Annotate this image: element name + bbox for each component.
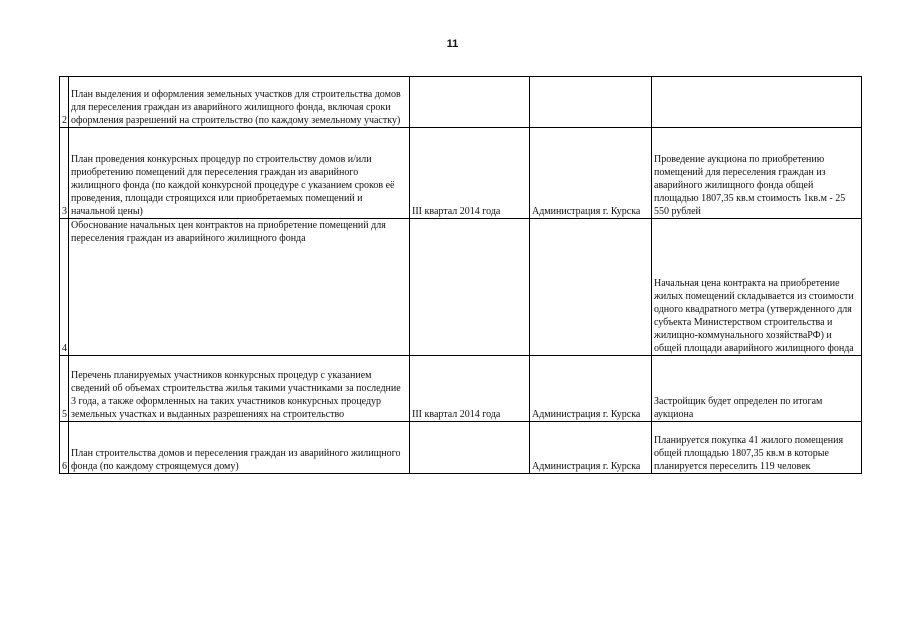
table-row (60, 219, 862, 356)
row-period (410, 77, 530, 128)
table-row (60, 77, 862, 128)
row-note: Проведение аукциона по приобретению помещений для переселения граждан из аварийного жилищного фонда общей площадью 1807,35 кв.м стоимость 1кв.м - 25 550 рублей (652, 128, 862, 219)
row-executor: Администрация г. Курска (530, 356, 652, 422)
row-period (410, 422, 530, 474)
row-number: 5 (60, 356, 69, 422)
row-description: Перечень планируемых участников конкурсных процедур с указанием сведений об объемах строительства жилья такими участниками за последние 3 года, а также оформленных на таких участников конкурсных процедур земельных участках и выданных разрешениях на строительство (69, 356, 410, 422)
row-note: Начальная цена контракта на приобретение жилых помещений складывается из стоимости одного квадратного метра (утвержденного для субъекта Министерством строительства и жилищно-коммунального хозяйстваРФ) и общей площади аварийного жилищного фонда (652, 219, 862, 356)
row-note: Застройщик будет определен по итогам аукциона (652, 356, 862, 422)
row-executor (530, 219, 652, 356)
row-note: Планируется покупка 41 жилого помещения общей площадью 1807,35 кв.м в которые планируется переселить 119 человек (652, 422, 862, 474)
row-description: План проведения конкурсных процедур по строительству домов и/или приобретению помещений для переселения граждан из аварийного жилищного фонда (по каждой конкурсной процедуре с указанием сроков её проведения, площади строящихся или приобретаемых помещений и начальной цены) (69, 128, 410, 219)
row-description: Обоснование начальных цен контрактов на приобретение помещений для переселения граждан из аварийного жилищного фонда (69, 219, 410, 356)
row-number: 4 (60, 219, 69, 356)
row-period (410, 219, 530, 356)
row-executor (530, 77, 652, 128)
row-executor: Администрация г. Курска (530, 422, 652, 474)
row-number: 2 (60, 77, 69, 128)
row-number: 6 (60, 422, 69, 474)
row-period: III квартал 2014 года (410, 128, 530, 219)
row-note (652, 77, 862, 128)
page-number: 11 (446, 38, 459, 50)
table-row (60, 356, 862, 422)
table-row (60, 128, 862, 219)
row-executor: Администрация г. Курска (530, 128, 652, 219)
row-period: III квартал 2014 года (410, 356, 530, 422)
plan-table (59, 76, 862, 474)
table-row (60, 422, 862, 474)
row-number: 3 (60, 128, 69, 219)
row-description: План выделения и оформления земельных участков для строительства домов для переселения граждан из аварийного жилищного фонда, включая сроки оформления разрешений на строительство (по каждому земельному участку) (69, 77, 410, 128)
row-description: План строительства домов и переселения граждан из аварийного жилищного фонда (по каждому строящемуся дому) (69, 422, 410, 474)
